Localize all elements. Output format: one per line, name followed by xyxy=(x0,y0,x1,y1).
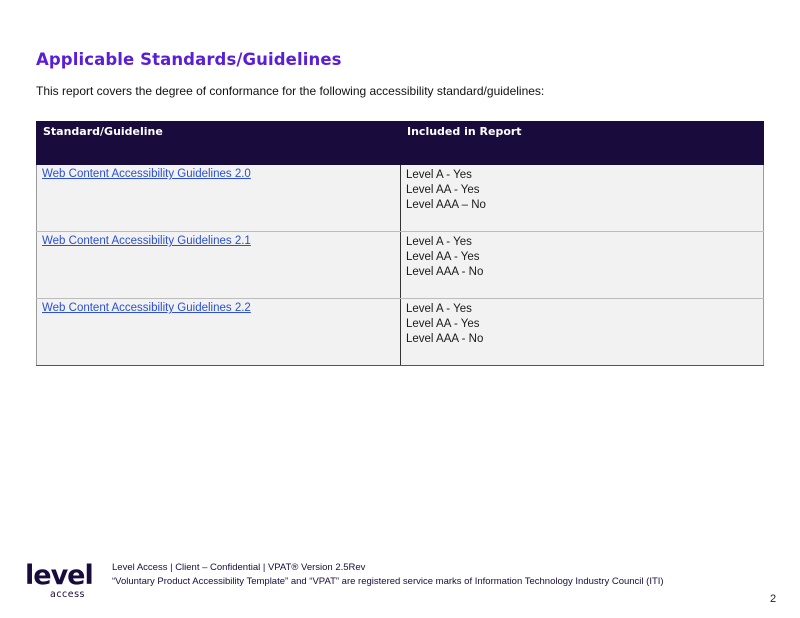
standard-cell xyxy=(37,232,401,299)
wcag-2-0-link[interactable]: Web Content Accessibility Guidelines 2.0 xyxy=(42,168,251,180)
section-title: Applicable Standards/Guidelines xyxy=(36,50,342,69)
level-aa-status: Level AA - Yes xyxy=(406,184,480,196)
footer-trademark: “Voluntary Product Accessibility Template” and “VPAT” are registered service marks of Information Technology Industry Council (ITI) xyxy=(112,576,664,587)
level-aa-status: Level AA - Yes xyxy=(406,251,480,263)
levels-cell xyxy=(401,299,764,366)
column-header-included: Included in Report xyxy=(401,122,764,165)
table-row xyxy=(37,165,764,232)
table-row xyxy=(37,232,764,299)
level-aaa-status: Level AAA – No xyxy=(406,199,486,211)
wcag-2-2-link[interactable]: Web Content Accessibility Guidelines 2.2 xyxy=(42,302,251,314)
level-aaa-status: Level AAA - No xyxy=(406,266,484,278)
level-a-status: Level A - Yes xyxy=(406,303,472,315)
intro-text: This report covers the degree of conformance for the following accessibility standard/guidelines: xyxy=(36,84,545,98)
table-row xyxy=(37,299,764,366)
levels-cell xyxy=(401,165,764,232)
logo-sub: access xyxy=(50,589,86,600)
column-header-standard: Standard/Guideline xyxy=(37,122,401,165)
level-a-status: Level A - Yes xyxy=(406,236,472,248)
logo-word: level xyxy=(25,560,93,591)
level-a-status: Level A - Yes xyxy=(406,169,472,181)
page-number: 2 xyxy=(770,593,777,605)
standards-table xyxy=(36,121,764,366)
wcag-2-1-link[interactable]: Web Content Accessibility Guidelines 2.1 xyxy=(42,235,251,247)
standard-cell xyxy=(37,165,401,232)
table-header-row xyxy=(37,122,764,165)
standard-cell xyxy=(37,299,401,366)
level-aa-status: Level AA - Yes xyxy=(406,318,480,330)
levels-cell xyxy=(401,232,764,299)
level-aaa-status: Level AAA - No xyxy=(406,333,484,345)
level-access-logo xyxy=(25,562,95,604)
footer-confidential: Level Access | Client – Confidential | VPAT® Version 2.5Rev xyxy=(112,562,366,573)
